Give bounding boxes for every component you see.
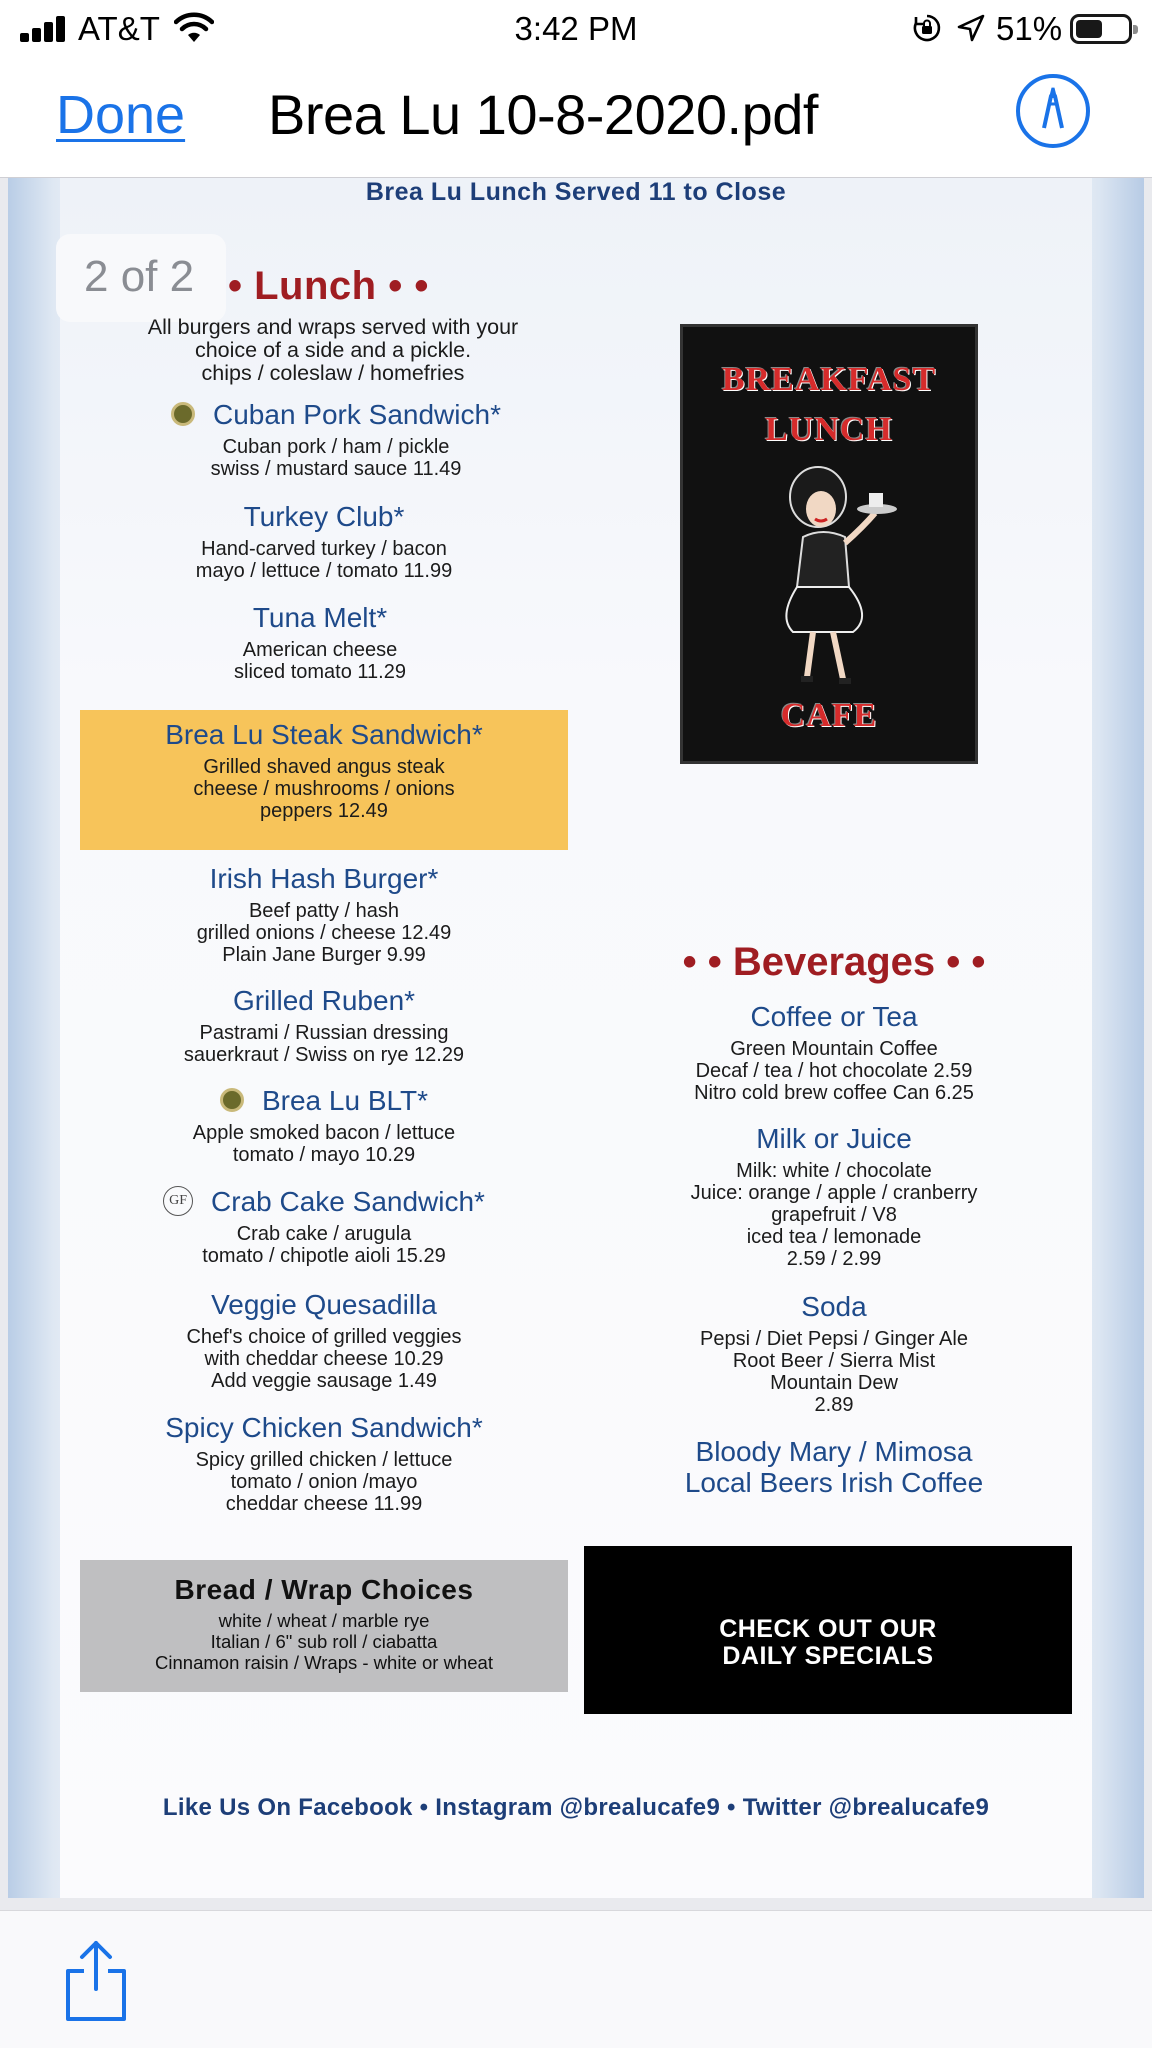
battery-percent: 51% (996, 10, 1063, 47)
featured-dot-icon (171, 402, 195, 426)
bottom-toolbar (0, 1910, 1152, 2048)
carrier-label: AT&T (78, 10, 160, 47)
markup-pen-icon[interactable] (1016, 74, 1090, 148)
status-bar (0, 0, 1152, 58)
page-indicator: 2 of 2 (56, 234, 226, 322)
menu-item-steak-sandwich: Brea Lu Steak Sandwich* Grilled shaved angus steak cheese / mushrooms / onions peppers 12.49 (165, 719, 483, 822)
menu-item-brea-lu-blt: Brea Lu BLT* Apple smoked bacon / lettuce tomato / mayo 10.29 (192, 1085, 456, 1166)
menu-item-grilled-ruben: Grilled Ruben* Pastrami / Russian dressing sauerkraut / Swiss on rye 12.29 (183, 985, 465, 1066)
menu-item-turkey-club: Turkey Club* Hand-carved turkey / bacon mayo / lettuce / tomato 11.99 (195, 501, 453, 582)
nav-bar (0, 58, 1152, 178)
beverage-coffee-tea: Coffee or Tea Green Mountain Coffee Decaf / tea / hot chocolate 2.59 Nitro cold brew coffee Can 6.25 (694, 1001, 974, 1104)
orientation-lock-icon (912, 13, 942, 43)
document-title: Brea Lu 10-8-2020.pdf (268, 83, 818, 146)
beverage-milk-juice: Milk or Juice Milk: white / chocolate Juice: orange / apple / cranberry grapefruit / V8 iced tea / lemonade 2.59 / 2.99 (690, 1123, 978, 1270)
beverages-heading: • • Beverages • • (682, 940, 986, 984)
lunch-served-banner: Brea Lu Lunch Served 11 to Close (365, 178, 787, 206)
gluten-free-icon: GF (163, 1186, 193, 1216)
done-button[interactable]: Done (56, 85, 186, 145)
menu-item-spicy-chicken: Spicy Chicken Sandwich* Spicy grilled chicken / lettuce tomato / onion /mayo cheddar cheese 11.99 (165, 1412, 483, 1515)
lunch-intro: All burgers and wraps served with your choice of a side and a pickle. chips / coleslaw / homefries (147, 315, 519, 385)
featured-dot-icon (220, 1088, 244, 1112)
pdf-page (8, 178, 1144, 1898)
menu-item-tuna-melt: Tuna Melt* American cheese sliced tomato 11.29 (234, 602, 406, 683)
lunch-heading: • Lunch • • (228, 264, 429, 308)
daily-specials-box: CHECK OUT OUR DAILY SPECIALS (584, 1546, 1072, 1714)
location-icon (956, 13, 986, 43)
share-icon[interactable] (62, 1939, 130, 2023)
menu-item-cuban-pork: Cuban Pork Sandwich* Cuban pork / ham / pickle swiss / mustard sauce 11.49 (56, 398, 616, 480)
beverage-soda: Soda Pepsi / Diet Pepsi / Ginger Ale Root Beer / Sierra Mist Mountain Dew 2.89 (700, 1291, 968, 1416)
battery-icon (1070, 14, 1132, 44)
bread-wrap-choices: Bread / Wrap Choices white / wheat / marble rye Italian / 6" sub roll / ciabatta Cinnamon raisin / Wraps - white or wheat (80, 1560, 568, 1692)
menu-item-irish-hash-burger: Irish Hash Burger* Beef patty / hash grilled onions / cheese 12.49 Plain Jane Burger 9.99 (196, 863, 452, 966)
menu-item-crab-cake-sandwich: GF Crab Cake Sandwich* Crab cake / arugula tomato / chipotle aioli 15.29 (44, 1185, 604, 1267)
social-media-line: Like Us On Facebook • Instagram @brealucafe9 • Twitter @brealucafe9 (162, 1794, 990, 1821)
clock: 3:42 PM (514, 10, 638, 47)
beverage-alcohol: Bloody Mary / Mimosa Local Beers Irish Coffee (684, 1436, 984, 1498)
menu-item-veggie-quesadilla: Veggie Quesadilla Chef's choice of grilled veggies with cheddar cheese 10.29 Add veggie sausage 1.49 (186, 1289, 462, 1392)
cafe-logo: BREAKFAST LUNCH CAFE (680, 324, 978, 764)
pdf-viewer[interactable] (0, 178, 1152, 1910)
waitress-illustration-icon (763, 457, 903, 687)
